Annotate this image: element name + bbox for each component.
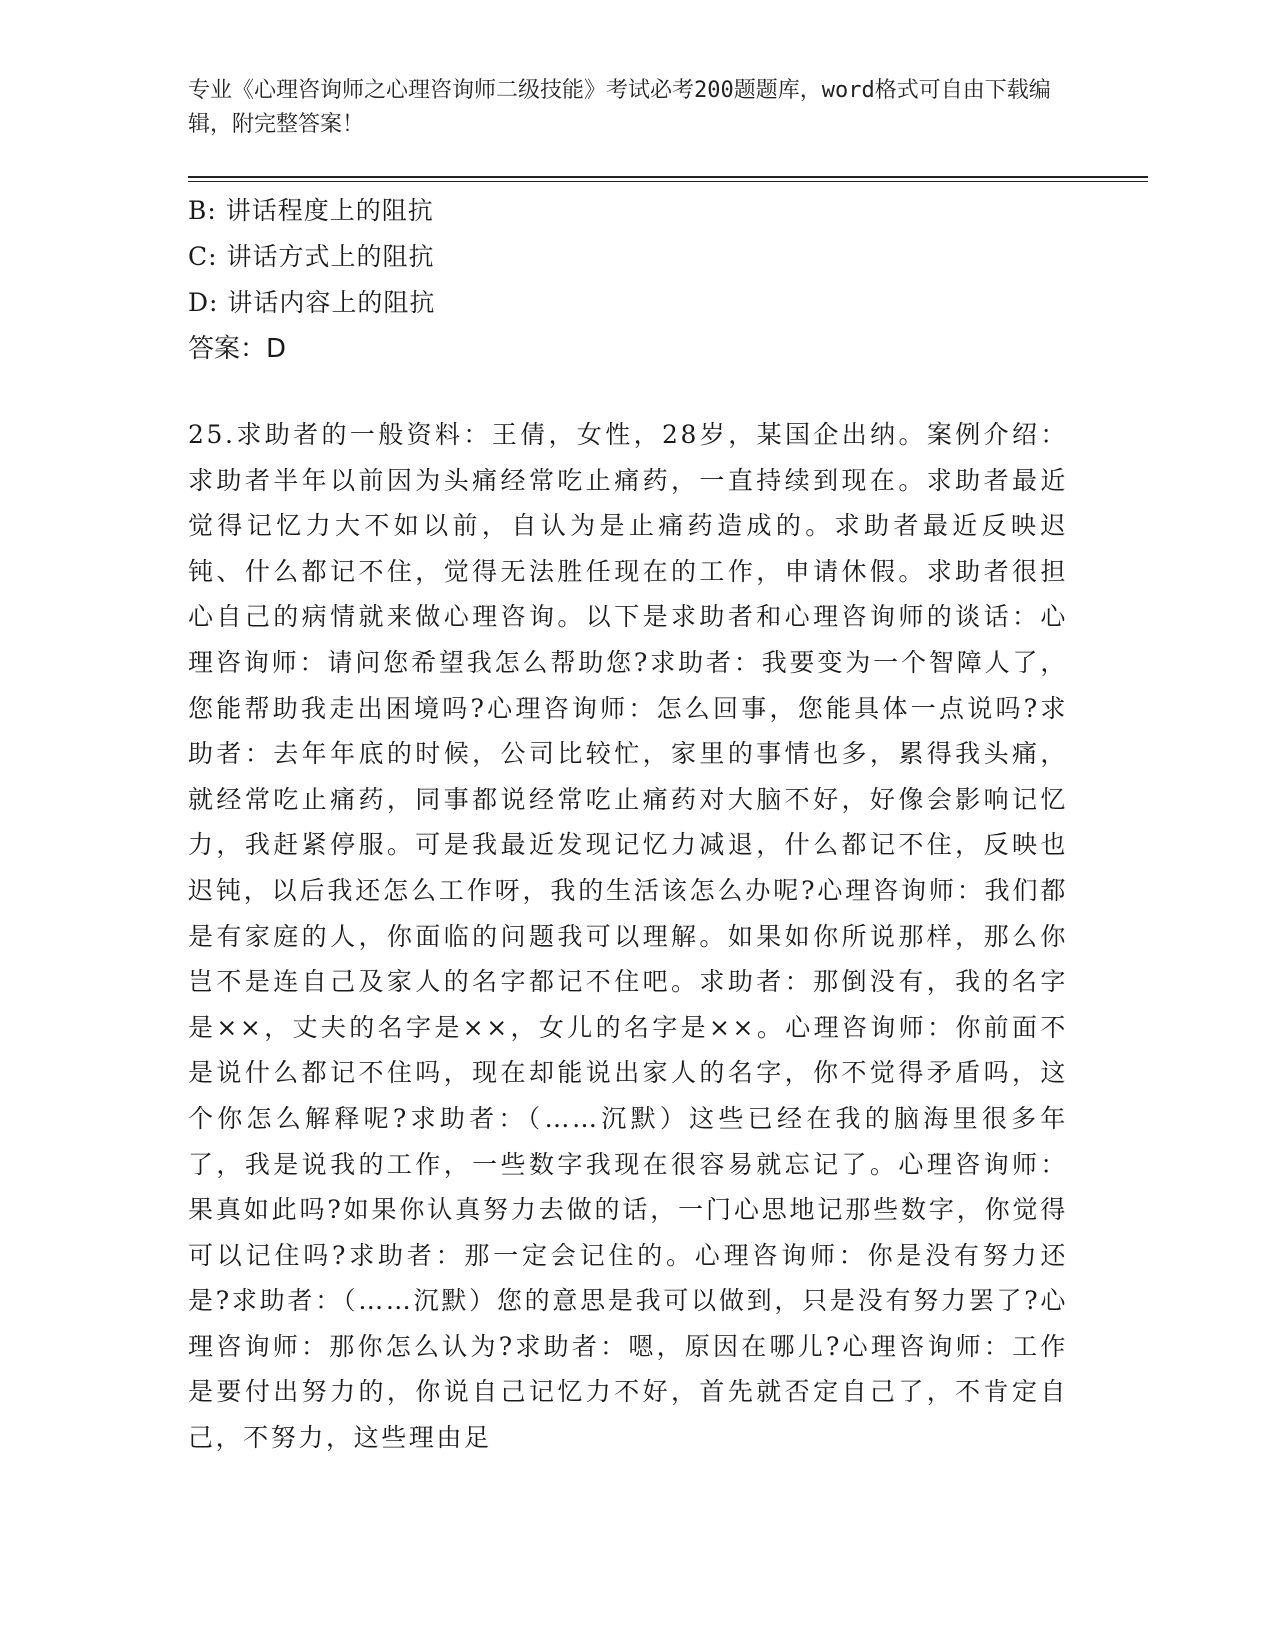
answer-key: 答案：D bbox=[188, 334, 287, 364]
answer-option-b: B: 讲话程度上的阻抗 bbox=[188, 196, 434, 225]
page-header: 专业《心理咨询师之心理咨询师二级技能》考试必考200题题库，word格式可自由下载编辑，附完整答案！ bbox=[188, 78, 1051, 137]
answer-option-d: D: 讲话内容上的阻抗 bbox=[188, 288, 436, 317]
header-rule-secondary bbox=[188, 181, 1148, 182]
document-content bbox=[188, 188, 1068, 1461]
answer-option-c: C: 讲话方式上的阻抗 bbox=[188, 242, 435, 271]
header-rule bbox=[188, 176, 1148, 178]
question-25-text: 25.求助者的一般资料：王倩，女性，28岁，某国企出纳。案例介绍：求助者半年以前因为头痛经常吃止痛药，一直持续到现在。求助者最近觉得记忆力大不如以前，自认为是止痛药造成的。求助者最近反映迟钝、什么都记不住，觉得无法胜任现在的工作，申请休假。求助者很担心自己的病情就来做心理咨询。以下是求助者和心理咨询师的谈话：心理咨询师：请问您希望我怎么帮助您?求助者：我要变为一个智障人了，您能帮助我走出困境吗?心理咨询师：怎么回事，您能具体一点说吗?求助者：去年年底的时候，公司比较忙，家里的事情也多，累得我头痛，就经常吃止痛药，同事都说经常吃止痛药对大脑不好，好像会影响记忆力，我赶紧停服。可是我最近发现记忆力减退，什么都记不住，反映也迟钝，以后我还怎么工作呀，我的生活该怎么办呢?心理咨询师：我们都是有家庭的人，你面临的问题我可以理解。如果如你所说那样，那么你岂不是连自己及家人的名字都记不住吧。求助者：那倒没有，我的名字是××，丈夫的名字是××，女儿的名字是××。心理咨询师：你前面不是说什么都记不住吗，现在却能说出家人的名字，你不觉得矛盾吗，这个你怎么解释呢?求助者：（……沉默）这些已经在我的脑海里很多年了，我是说我的工作，一些数字我现在很容易就忘记了。心理咨询师：果真如此吗?如果你认真努力去做的话，一门心思地记那些数字，你觉得可以记住吗?求助者：那一定会记住的。心理咨询师：你是没有努力还是?求助者：（……沉默）您的意思是我可以做到，只是没有努力罢了?心理咨询师：那你怎么认为?求助者：嗯，原因在哪儿?心理咨询师：工作是要付出努力的，你说自己记忆力不好，首先就否定自己了，不肯定自己，不努力，这些理由足 bbox=[188, 420, 1068, 1453]
spacer bbox=[188, 372, 1068, 412]
